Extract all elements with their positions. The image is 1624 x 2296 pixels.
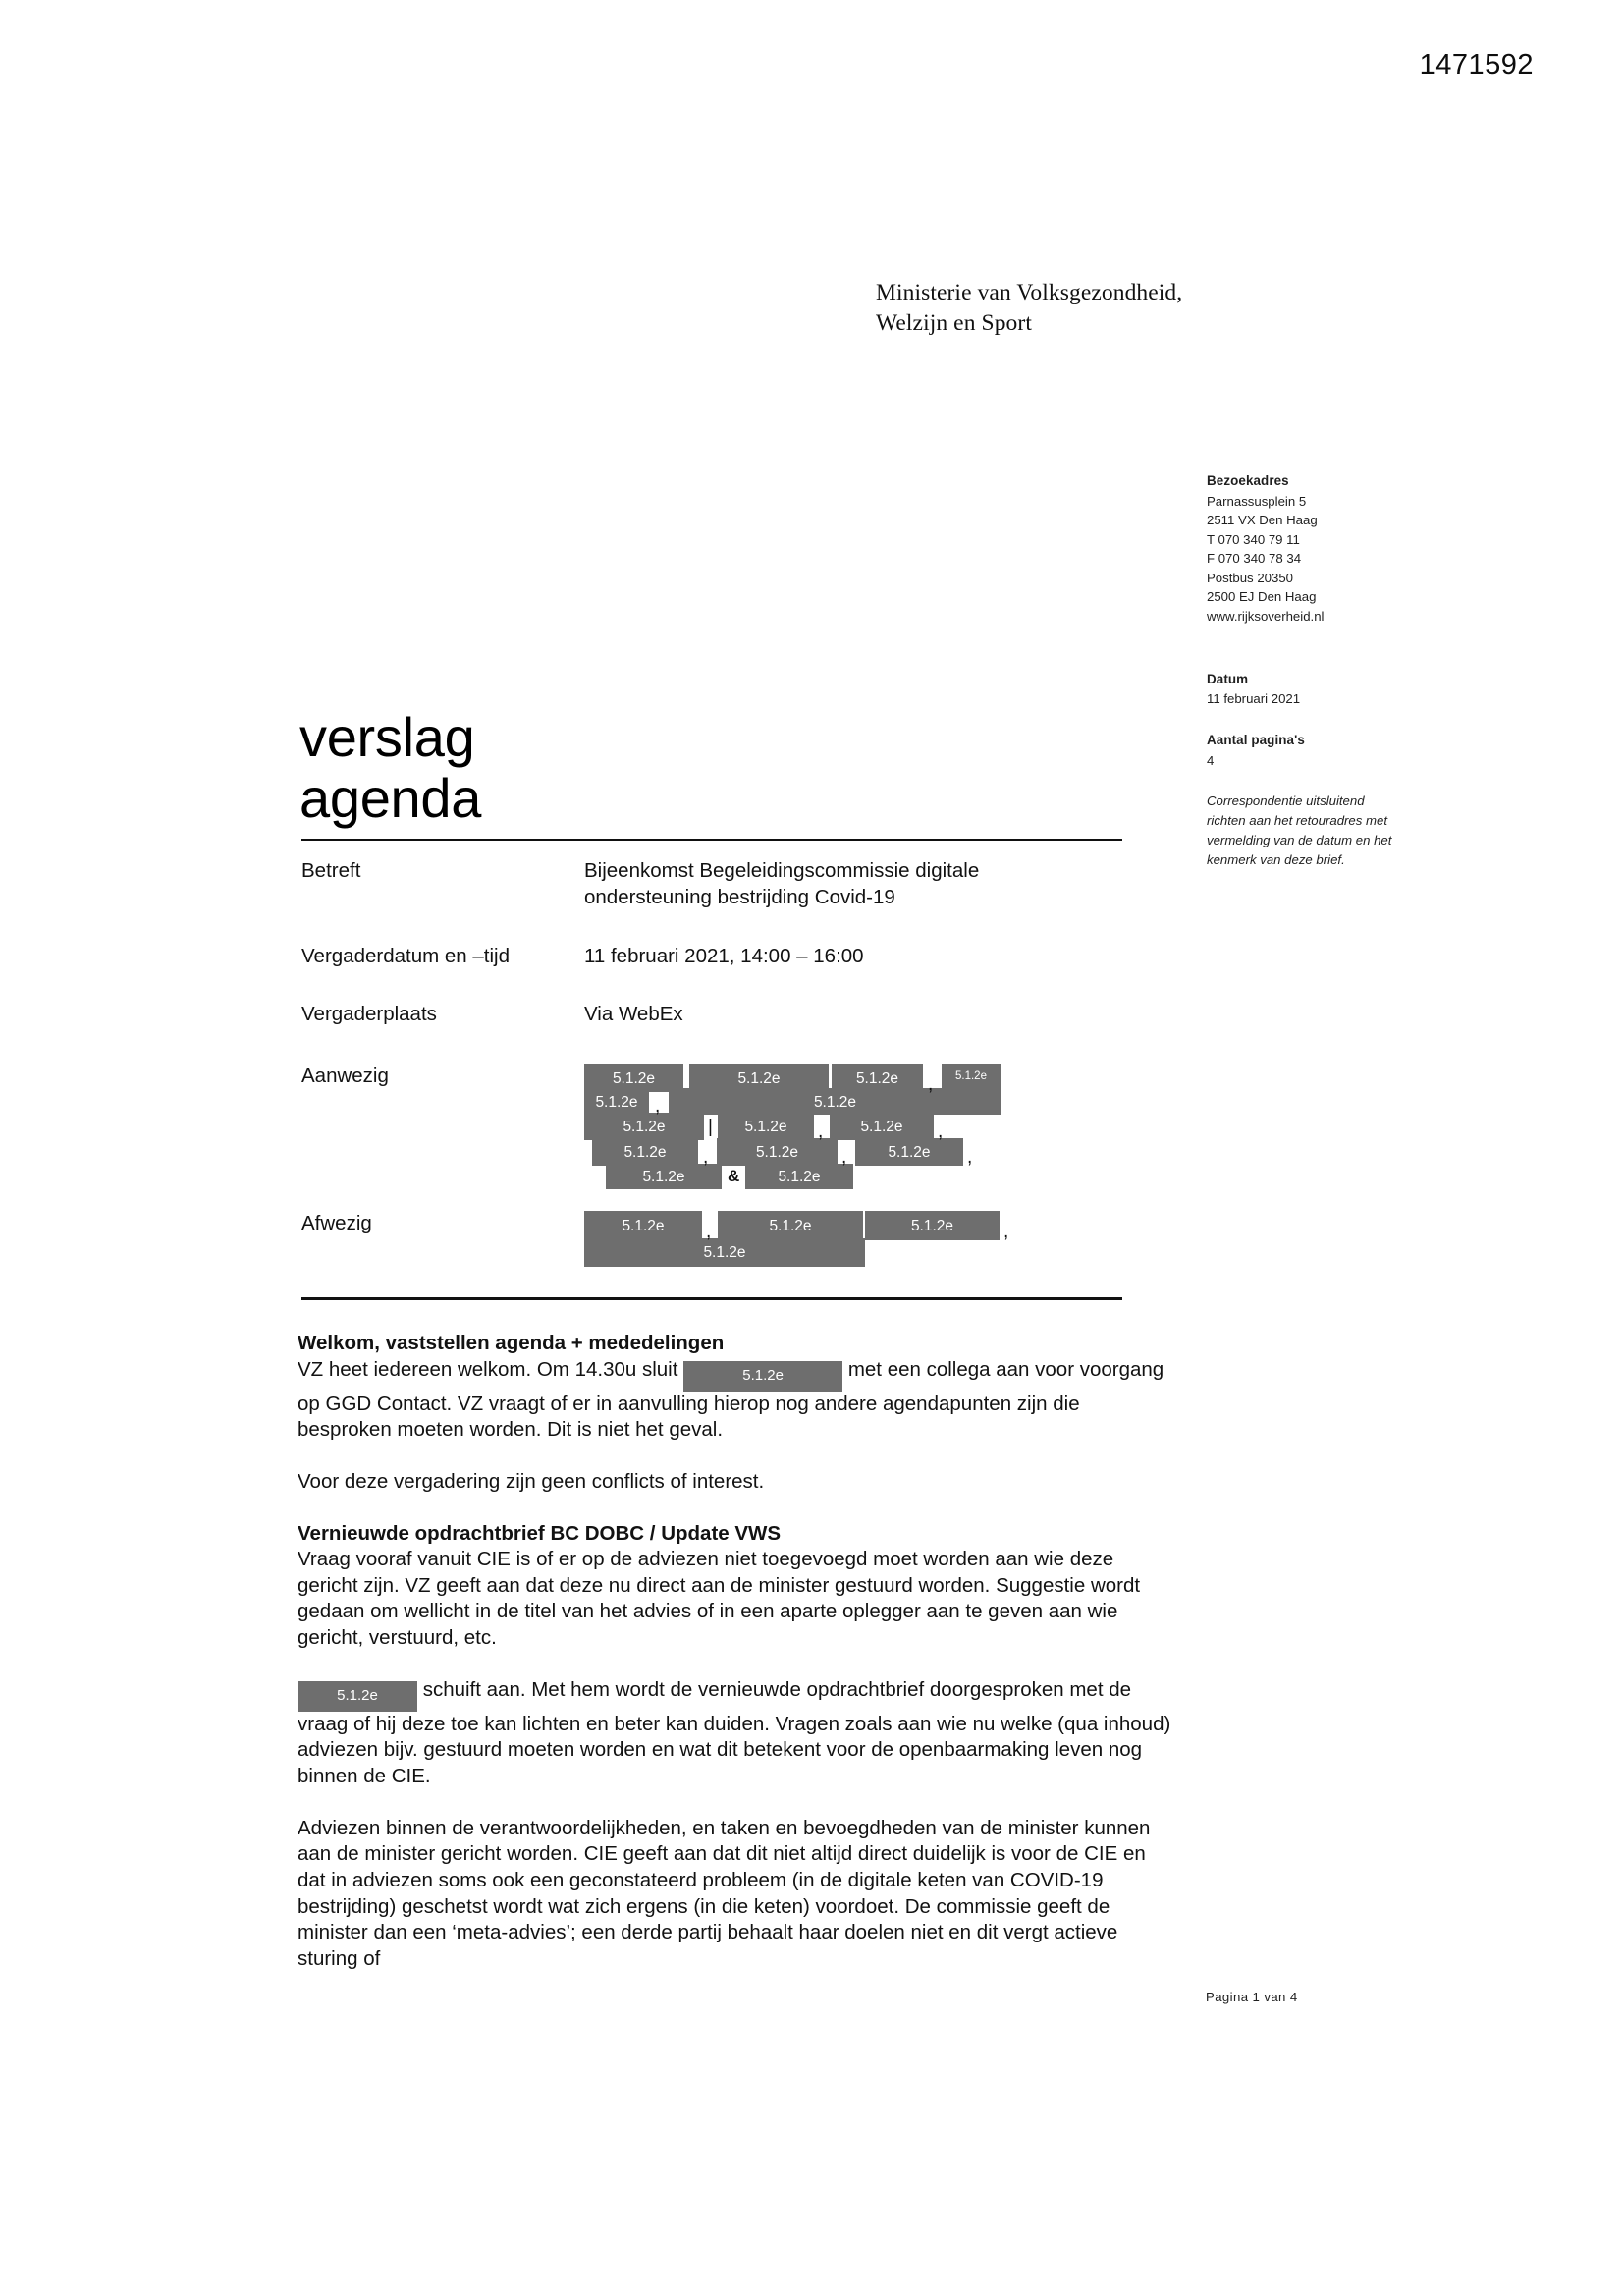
page-footer: Pagina 1 van 4 [1206, 1990, 1298, 2004]
address-line: 2511 VX Den Haag [1207, 513, 1318, 528]
page-count-block [1207, 731, 1452, 770]
field-value-aanwezig [584, 1064, 1165, 1189]
redaction-label: 5.1.2e [860, 1118, 903, 1135]
redaction-label: 5.1.2e [737, 1069, 781, 1087]
redaction-block [592, 1138, 698, 1166]
redaction-block [584, 1113, 704, 1140]
address-line: F 070 340 78 34 [1207, 551, 1302, 567]
ministry-line-2: Welzijn en Sport [876, 310, 1032, 337]
field-label-aanwezig: Aanwezig [301, 1064, 389, 1087]
redaction-label: 5.1.2e [755, 1143, 799, 1161]
section-paragraph [298, 1357, 1176, 1444]
redaction-block [718, 1113, 814, 1140]
comma-separator: , [655, 1095, 661, 1117]
page-count-value: 4 [1207, 752, 1215, 768]
redaction-label: 5.1.2e [622, 1217, 665, 1234]
comma-separator: , [1003, 1221, 1009, 1242]
paragraph-text-after: schuift aan. Met hem wordt de vernieuwde opdrachtbrief doorgesproken met de vraag of hij deze toe kan lichten en beter kan duiden. Vragen zoals aan wie nu welke (qua inhoud) adviezen bijv. gestuurd moeten worden en wat dit betekent voor de openbaarmaking leven nog binnen de CIE. [298, 1677, 1171, 1788]
correspondence-note [1207, 792, 1452, 869]
redaction-block: 5.1.2e [683, 1361, 842, 1392]
comma-separator: , [703, 1146, 709, 1168]
comma-separator: , [841, 1146, 847, 1168]
comma-separator: , [818, 1121, 824, 1142]
redaction-block [855, 1138, 963, 1166]
page-title-line-1: verslag [299, 706, 475, 768]
pipe-separator: | [708, 1116, 713, 1137]
redaction-label: 5.1.2e [744, 1118, 787, 1135]
field-row-afwezig [301, 1211, 1165, 1268]
section-paragraph: Vraag vooraf vanuit CIE is of er op de adviezen niet toegevoegd moet worden aan wie deze gericht zijn. VZ geeft aan dat deze nu direct aan de minister gestuurd worden. Suggestie wordt gedaan om wellicht in de titel van het advies of in een aparte oplegger aan te geven aan wie gericht, verstuurd, etc. [298, 1548, 1141, 1650]
redaction-label: 5.1.2e [642, 1168, 685, 1185]
redaction-label: 5.1.2e [612, 1069, 656, 1087]
field-row-betreft [301, 858, 1165, 910]
redaction-block: 5.1.2e [298, 1681, 417, 1712]
field-value-betreft [584, 858, 1165, 910]
address-line: T 070 340 79 11 [1207, 531, 1300, 547]
section-paragraph [298, 1677, 1176, 1790]
redaction-label: 5.1.2e [813, 1093, 857, 1111]
redaction-label: 5.1.2e [623, 1118, 666, 1135]
note-line: vermelding van de datum en het [1207, 832, 1392, 847]
redaction-block [669, 1088, 1001, 1115]
betreft-line-1: Bijeenkomst Begeleidingscommissie digitale [584, 859, 980, 882]
redaction-group-aanwezig [584, 1064, 1134, 1189]
redaction-label: 5.1.2e [595, 1093, 638, 1111]
redaction-label: 5.1.2e [703, 1243, 746, 1261]
section-paragraph: Voor deze vergadering zijn geen conflicts of interest. [298, 1469, 765, 1493]
date-value: 11 februari 2021 [1207, 691, 1301, 707]
redaction-block [584, 1088, 649, 1115]
redaction-block [830, 1113, 934, 1140]
field-list [301, 858, 1165, 1268]
address-line: Postbus 20350 [1207, 570, 1293, 585]
field-value-vergaderplaats: Via WebEx [584, 1002, 683, 1025]
field-label-afwezig: Afwezig [301, 1211, 372, 1234]
section-paragraph: Adviezen binnen de verantwoordelijkheden, en taken en bevoegdheden van de minister kunnen aan de minister gericht worden. CIE geeft aan dat dit niet altijd direct duidelijk is voor de CIE en dat in adviezen soms ook een geconstateerd probleem (in de digitale keten van COVID-19 bestrijding) geschetst wordt wat zich ergens (in die keten) voordoet. De commissie geeft de minister dan een ‘meta-advies’; een derde partij behaalt haar doelen niet en dit vergt actieve sturing of [298, 1816, 1151, 1970]
redaction-label: 5.1.2e [769, 1217, 812, 1234]
address-line: 2500 EJ Den Haag [1207, 589, 1317, 605]
field-row-vergaderdatum [301, 944, 1165, 970]
field-label-betreft: Betreft [301, 859, 361, 882]
page-title-line-2: agenda [299, 767, 482, 829]
page-title [299, 706, 482, 832]
redaction-label: 5.1.2e [855, 1069, 899, 1087]
redaction-block [865, 1211, 1000, 1240]
address-heading: Bezoekadres [1207, 473, 1289, 488]
redaction-group-afwezig [584, 1211, 1134, 1268]
field-row-aanwezig [301, 1064, 1165, 1189]
section-heading: Welkom, vaststellen agenda + mededelingen [298, 1332, 725, 1354]
page-count-heading: Aantal pagina's [1207, 732, 1305, 747]
ampersand-separator: & [728, 1166, 740, 1185]
ministry-header [876, 278, 1182, 340]
note-line: richten aan het retouradres met [1207, 813, 1387, 829]
comma-separator: , [928, 1073, 934, 1095]
betreft-line-2: ondersteuning bestrijding Covid-19 [584, 885, 895, 908]
redaction-block [584, 1211, 702, 1240]
field-value-afwezig [584, 1211, 1165, 1268]
header-divider-bottom [301, 1297, 1122, 1300]
paragraph-text-before: VZ heet iedereen welkom. Om 14.30u sluit [298, 1357, 684, 1381]
note-line: Correspondentie uitsluitend [1207, 793, 1365, 809]
redaction-block [942, 1064, 1001, 1089]
paragraph-text-after: met een collega aan voor voorgang op GGD Contact. VZ vraagt of er in aanvulling hierop nog andere agendapunten zijn die besproken moeten worden. Dit is niet het geval. [298, 1357, 1164, 1442]
address-block [1207, 471, 1452, 627]
redaction-block [584, 1238, 865, 1267]
address-website: www.rijksoverheid.nl [1207, 609, 1325, 625]
comma-separator: , [938, 1121, 944, 1142]
ministry-line-1: Ministerie van Volksgezondheid, [876, 280, 1183, 305]
redaction-label: 5.1.2e [910, 1217, 954, 1234]
redaction-block [717, 1138, 838, 1166]
redaction-block [718, 1211, 863, 1240]
meta-column [1207, 471, 1452, 869]
field-value-vergaderdatum: 11 februari 2021, 14:00 – 16:00 [584, 945, 864, 968]
redaction-label: 5.1.2e [888, 1143, 931, 1161]
comma-separator: , [967, 1146, 973, 1168]
comma-separator: , [706, 1221, 712, 1242]
redaction-label: 5.1.2e [955, 1069, 987, 1082]
address-line: Parnassusplein 5 [1207, 493, 1307, 509]
field-label-vergaderplaats: Vergaderplaats [301, 1002, 437, 1025]
document-id: 1471592 [1419, 49, 1534, 81]
field-label-vergaderdatum: Vergaderdatum en –tijd [301, 945, 510, 968]
note-line: kenmerk van deze brief. [1207, 851, 1345, 867]
date-heading: Datum [1207, 671, 1249, 686]
date-block [1207, 670, 1452, 709]
section-heading: Vernieuwde opdrachtbrief BC DOBC / Update VWS [298, 1521, 782, 1545]
field-row-vergaderplaats [301, 1002, 1165, 1028]
redaction-block [745, 1164, 853, 1189]
document-body [298, 1331, 1176, 1973]
header-divider-top [301, 839, 1122, 841]
redaction-label: 5.1.2e [623, 1143, 667, 1161]
redaction-label: 5.1.2e [778, 1168, 821, 1185]
